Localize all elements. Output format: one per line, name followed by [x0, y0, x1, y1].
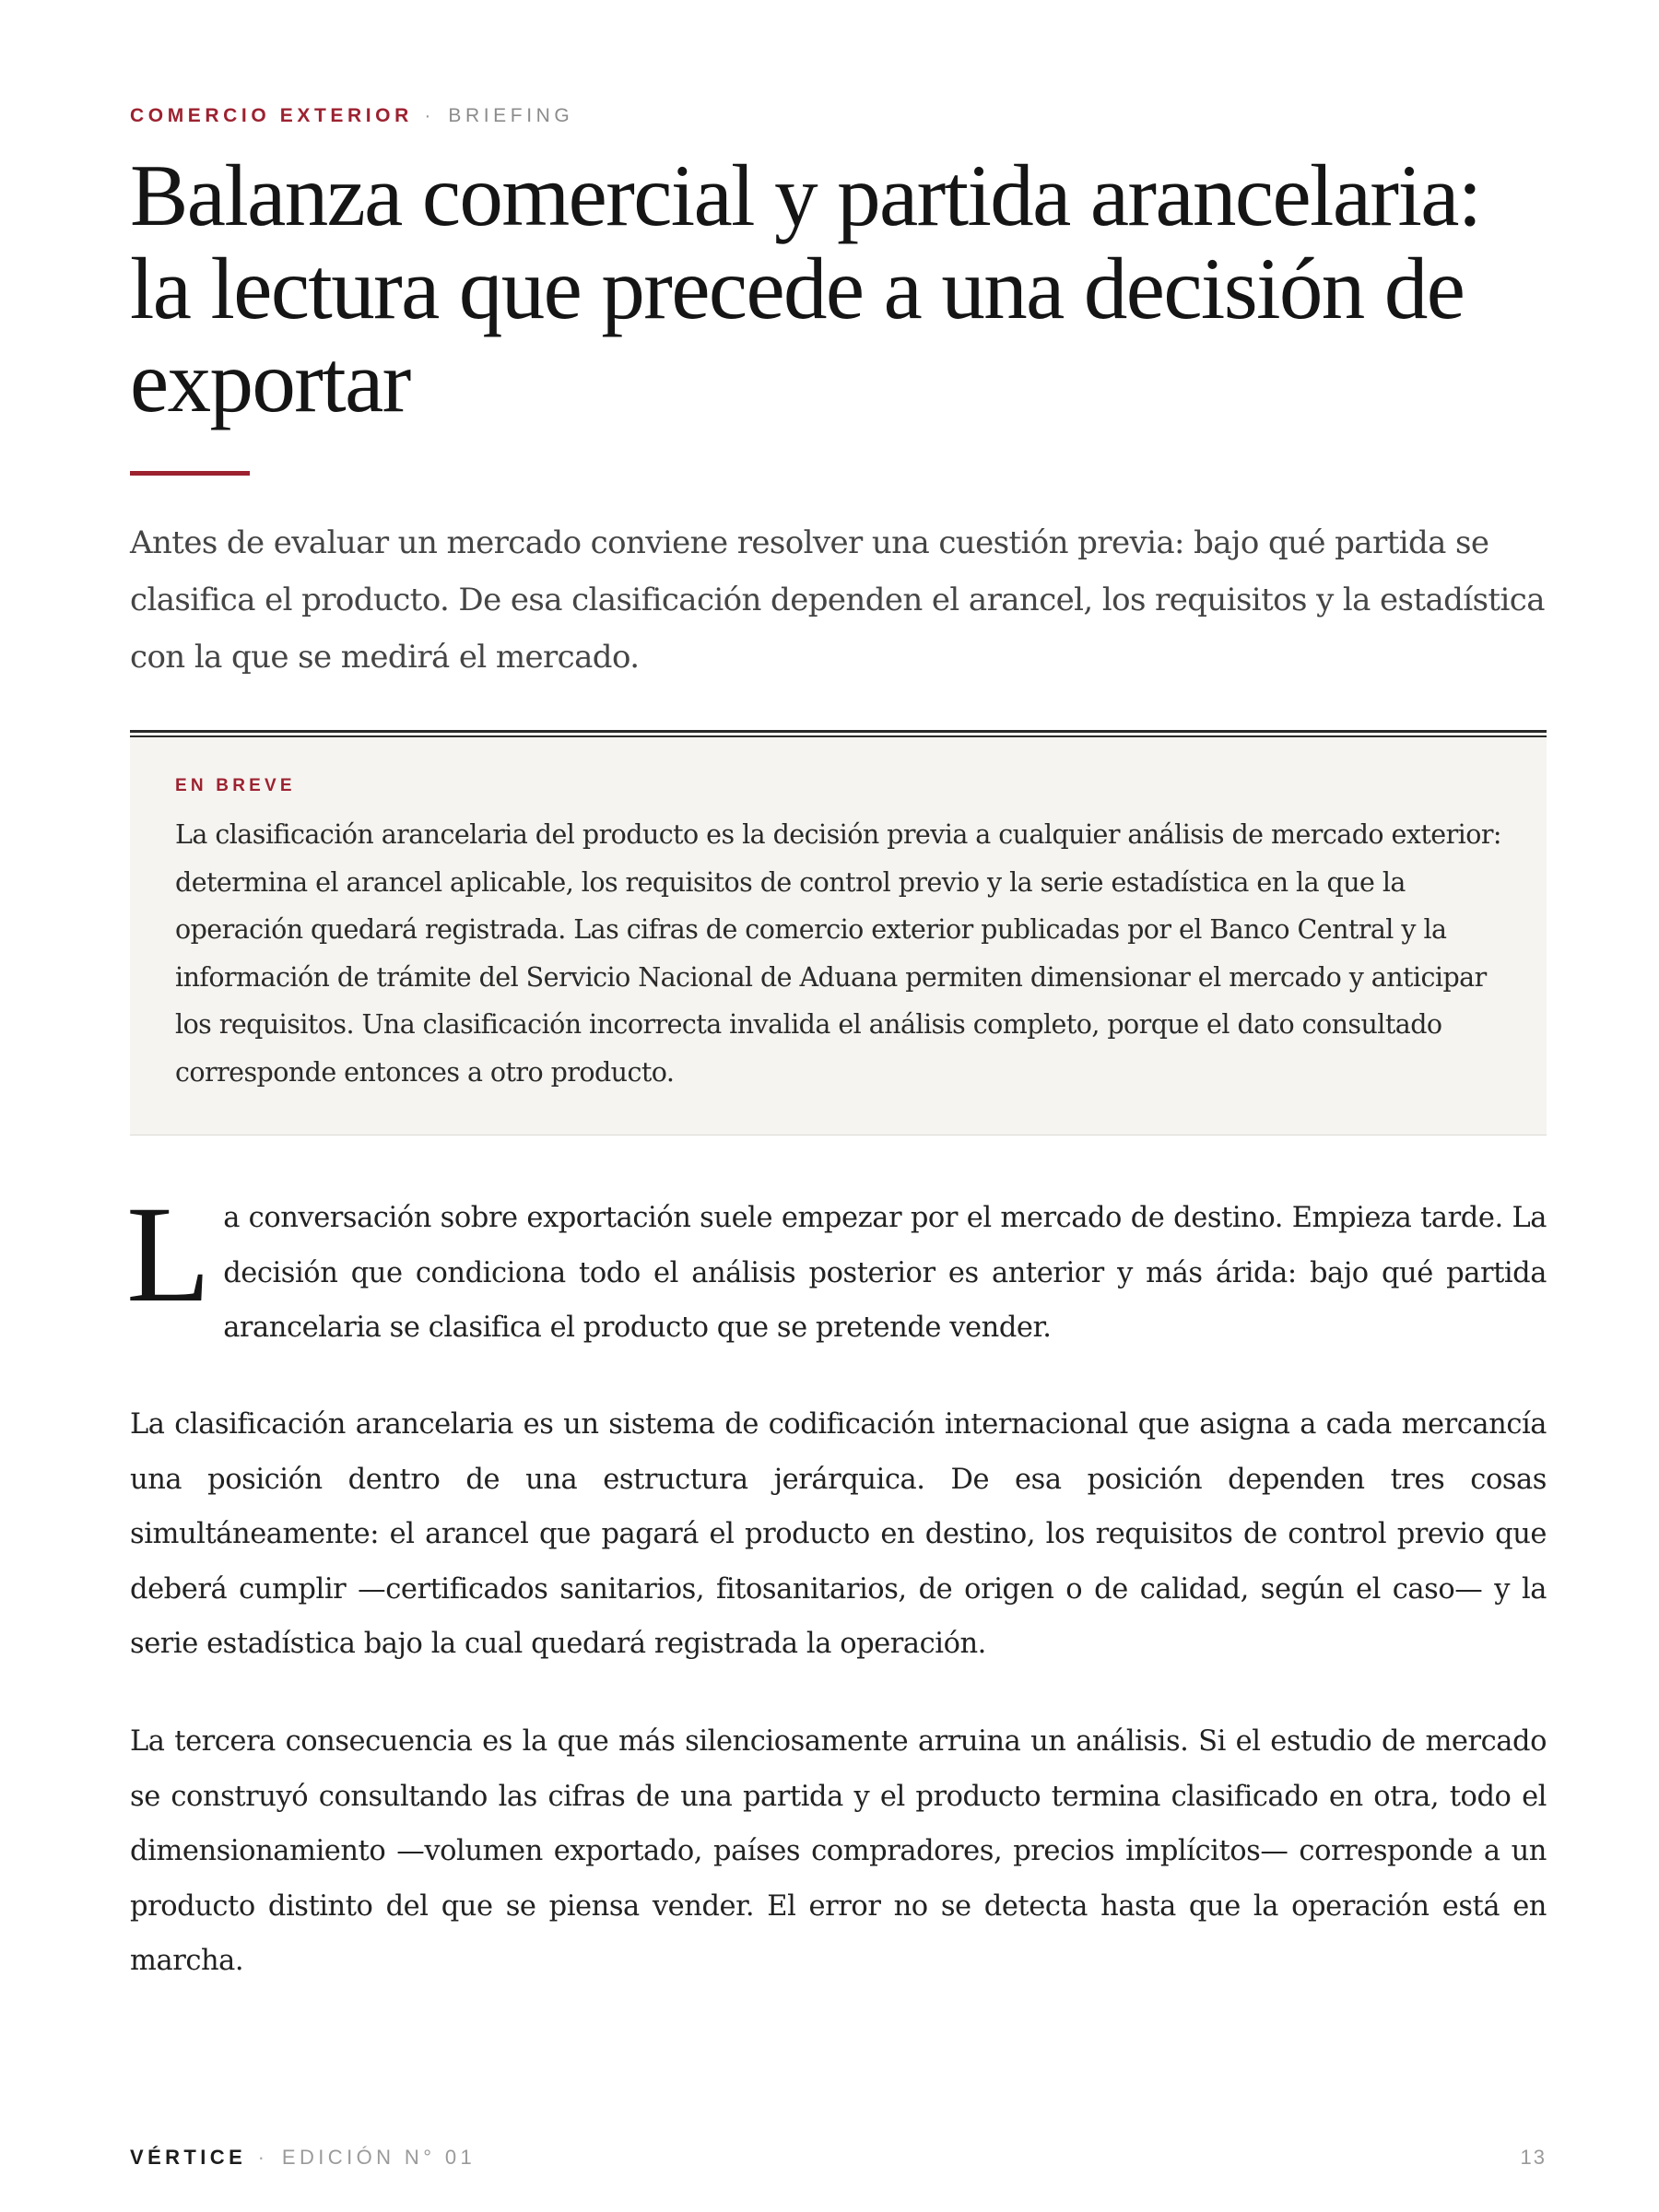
drop-cap: L	[126, 1178, 211, 1331]
body-paragraph-1	[126, 1178, 1547, 1356]
kicker-separator: ·	[424, 105, 435, 126]
page-number: 13	[1520, 2146, 1547, 2169]
section-kicker	[130, 105, 573, 127]
body-paragraph-3: La tercera consecuencia es la que más silenciosamente arruina un análisis. Si el estudio de mercado se construyó consultando las cifras de una partida y el producto termina clasificado en otra, todo el dimensionamiento —volumen exportado, países compradores, precios implícitos— corresponde a un producto distinto del que se piensa vender. El error no se detecta hasta que la operación está en marcha.	[130, 1725, 1547, 1977]
body-paragraph-1-text: a conversación sobre exportación suele empezar por el mercado de destino. Empieza tarde. La decisión que condiciona todo el análisis posterior es anterior y más árida: bajo qué partida arancelaria se clasifica el producto que se pretende vender.	[223, 1202, 1547, 1344]
summary-text: La clasificación arancelaria del producto es la decisión previa a cualquier análisis de mercado exterior: determina el arancel aplicable, los requisitos de control previo y la serie estadística en la que la operación quedará registrada. Las cifras de comercio exterior publicadas por el Banco Central y la información de trámite del Servicio Nacional de Aduana permiten dimensionar el mercado y anticipar los requisitos. Una clasificación incorrecta invalida el análisis completo, porque el dato consultado corresponde entonces a otro producto.	[175, 819, 1501, 1088]
edition-label: EDICIÓN N° 01	[281, 2146, 477, 2169]
summary-label: EN BREVE	[175, 776, 296, 795]
body-paragraph-2: La clasificación arancelaria es un sistema de codificación internacional que asigna a cada mercancía una posición dentro de una estructura jerárquica. De esa posición dependen tres cosas simultáneamente: el arancel que pagará el producto en destino, los requisitos de control previo que deberá cumplir —certificados sanitarios, fitosanitarios, de origen o de calidad, según el caso— y la serie estadística bajo la cual quedará registrada la operación.	[130, 1408, 1547, 1660]
summary-double-rule	[130, 730, 1547, 737]
article-headline: Balanza comercial y partida arancelaria: la lectura que precede a una decisión de exportar	[130, 147, 1481, 430]
section-label: COMERCIO EXTERIOR	[130, 105, 413, 126]
page-footer	[130, 2146, 1547, 2170]
article-dek: Antes de evaluar un mercado conviene resolver una cuestión previa: bajo qué partida se clasifica el producto. De esa clasificación dependen el arancel, los requisitos y la estadística con la que se medirá el mercado.	[130, 524, 1545, 676]
article-type-label: BRIEFING	[448, 105, 574, 126]
article-page	[126, 0, 1547, 2212]
footer-separator: ·	[257, 2146, 269, 2169]
headline-accent-rule	[130, 471, 250, 476]
publication-name: VÉRTICE	[130, 2146, 247, 2169]
